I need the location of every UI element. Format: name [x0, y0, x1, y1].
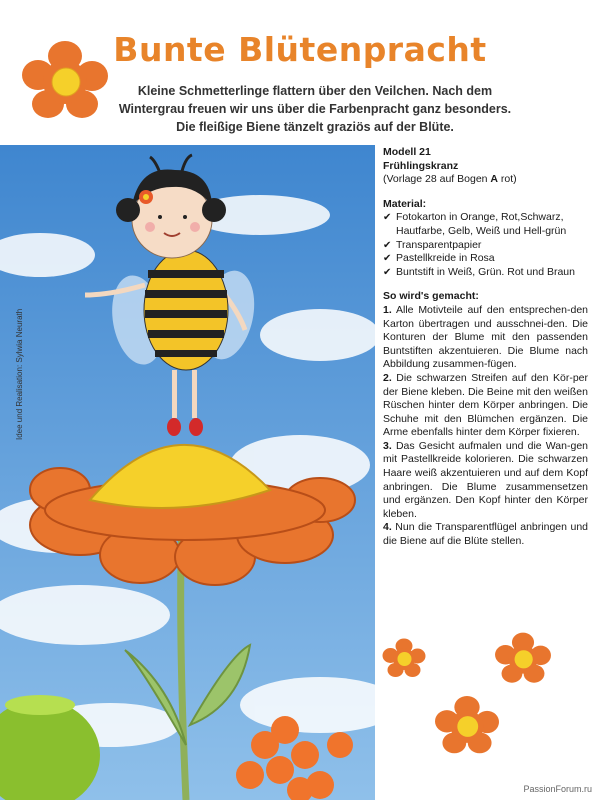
step-3 [383, 440, 588, 522]
step-number: 2. [383, 371, 392, 384]
material-list [383, 211, 588, 279]
flower-decoration-top-left [22, 40, 108, 120]
step-text: Die schwarzen Streifen auf den Kör-per der Biene kleben. Die Beine mit den weißen Rüschen hinter dem Körper anbringen. Die Schuhe mit den Blümchen ergänzen. Die Arme ebenfalls hinter dem Körper fixieren. [383, 371, 588, 439]
list-item: ✔ Fotokarton in Orange, Rot,Schwarz, Hautfarbe, Gelb, Weiß und Hell-grün [383, 211, 588, 238]
model-number: Modell 21 [383, 146, 431, 158]
step-number: 1. [383, 303, 392, 316]
flower-decoration-small-left [382, 638, 426, 678]
step-number: 3. [383, 439, 392, 452]
bee-on-flower-photo [0, 145, 375, 800]
step-number: 4. [383, 521, 392, 534]
watermark: PassionForum.ru [523, 784, 592, 794]
template-color: rot) [498, 173, 517, 186]
step-4 [383, 521, 588, 548]
instructions-column [383, 146, 588, 549]
step-2 [383, 372, 588, 440]
credit-text: Idee und Realisation: Sylwia Neurath [15, 308, 24, 440]
intro-line: Wintergrau freuen wir uns über die Farbenpracht ganz besonders. [118, 102, 512, 116]
template-sheet: A [490, 173, 499, 186]
intro-text [100, 82, 530, 136]
list-item: ✔ Pastellkreide in Rosa [383, 252, 588, 266]
bee-illustration [0, 145, 375, 800]
page-title: Bunte Blütenpracht [113, 30, 487, 69]
howto-heading: So wird's gemacht: [383, 290, 479, 303]
template-text: (Vorlage 28 auf Bogen [383, 173, 491, 186]
flower-decoration-bottom [435, 695, 499, 755]
list-item: ✔ Transparentpapier [383, 239, 588, 253]
intro-line: Die fleißige Biene tänzelt graziös auf der Blüte. [176, 120, 454, 134]
material-heading: Material: [383, 197, 427, 210]
flower-decoration-small-right [495, 632, 551, 684]
intro-line: Kleine Schmetterlinge flattern über den Veilchen. Nach dem [137, 84, 493, 98]
step-text: Alle Motivteile auf den entsprechen-den Karton übertragen und ausschnei-den. Die Konturen der Blume mit den passenden Buntstiften akzentuieren. Die Blume nach Abbildung zusammen-fügen. [383, 303, 588, 371]
model-name: Frühlingskranz [383, 159, 459, 172]
list-item: ✔ Buntstift in Weiß, Grün. Rot und Braun [383, 266, 588, 280]
step-text: Nun die Transparentflügel anbringen und die Biene auf die Blüte stellen. [383, 521, 588, 548]
step-1 [383, 304, 588, 372]
template-reference [383, 173, 588, 187]
step-text: Das Gesicht aufmalen und die Wan-gen mit Pastellkreide kolorieren. Die schwarzen Haare weiß akzentuieren und auf dem Kopf anbringen. Die Blume zusammensetzen und ergänzen. Den Kopf hinter den Körper kleben. [383, 439, 588, 520]
